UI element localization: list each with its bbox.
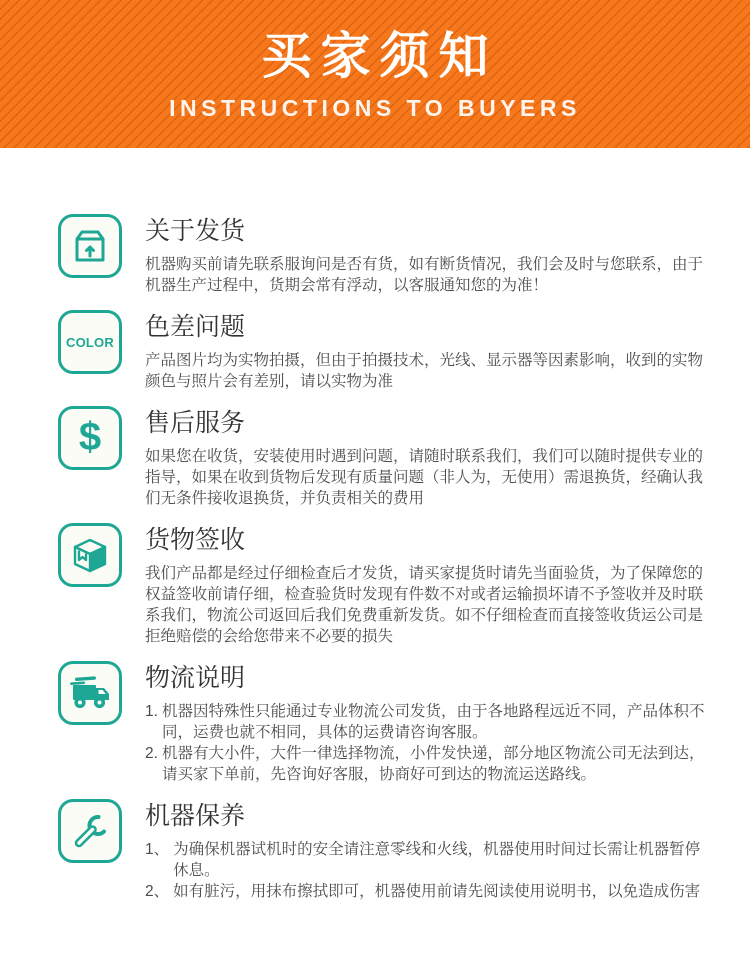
page-subtitle: INSTRUCTIONS TO BUYERS	[169, 94, 581, 121]
section-title: 色差问题	[145, 313, 246, 341]
list-marker: 2、	[145, 883, 170, 900]
section-title: 物流说明	[145, 664, 246, 692]
package-icon	[58, 214, 122, 278]
list-item	[145, 881, 710, 902]
section-maintenance	[58, 799, 710, 902]
section-body: 产品图片均为实物拍摄，但由于拍摄技术，光线、显示器等因素影响，收到的实物颜色与照片会有差别，请以实物为准	[145, 352, 704, 390]
color-swatch-icon	[58, 310, 122, 374]
header-banner	[0, 0, 750, 148]
section-goods-receipt	[58, 523, 710, 647]
list-item	[145, 701, 710, 743]
dollar-icon	[58, 406, 122, 470]
section-logistics	[58, 661, 710, 785]
parcel-cube-icon	[58, 523, 122, 587]
section-title: 售后服务	[145, 409, 246, 437]
page-title: 买家须知	[261, 27, 498, 84]
dollar-icon-glyph: $	[78, 415, 102, 459]
section-body: 如果您在收货，安装使用时遇到问题，请随时联系我们，我们可以随时提供专业的指导，如果在收到货物后发现有质量问题（非人为，无使用）需退换货，经确认我们无条件接收退换货，并负责相关的费用	[145, 448, 704, 507]
list-text: 机器有大小件，大件一律选择物流，小件发快递，部分地区物流公司无法到达，请买家下单前，先咨询好客服，协商好可到达的物流运送路线。	[161, 745, 705, 783]
list-item	[145, 839, 710, 881]
section-list	[145, 839, 710, 902]
section-list	[145, 701, 710, 785]
notice-content	[0, 148, 750, 902]
section-color-difference	[58, 310, 710, 392]
wrench-icon	[58, 799, 122, 863]
section-after-sales	[58, 406, 710, 509]
list-item	[145, 743, 710, 785]
section-title: 货物签收	[145, 526, 246, 554]
section-title: 关于发货	[145, 217, 246, 245]
list-marker: 2.	[145, 745, 158, 762]
section-body: 机器购买前请先联系服询问是否有货，如有断货情况，我们会及时与您联系，由于机器生产过程中，货期会常有浮动，以客服通知您的为准！	[145, 256, 704, 294]
section-shipping	[58, 214, 710, 296]
list-text: 为确保机器试机时的安全请注意零线和火线，机器使用时间过长需让机器暂停休息。	[173, 841, 701, 879]
color-icon-label: COLOR	[66, 334, 114, 350]
truck-icon	[58, 661, 122, 725]
list-marker: 1、	[145, 841, 170, 858]
list-text: 如有脏污，用抹布擦拭即可，机器使用前请先阅读使用说明书，以免造成伤害	[173, 883, 701, 900]
list-text: 机器因特殊性只能通过专业物流公司发货，由于各地路程远近不同，产品体积不同，运费也就不相同，具体的运费请咨询客服。	[161, 703, 705, 741]
section-body: 我们产品都是经过仔细检查后才发货，请买家提货时请先当面验货，为了保障您的权益签收前请仔细，检查验货时发现有件数不对或者运输损坏请不予签收并及时联系我们，物流公司返回后我们免费重新发货。如不仔细检查而直接签收货运公司是拒绝赔偿的会给您带来不必要的损失	[145, 565, 704, 645]
section-title: 机器保养	[145, 802, 246, 830]
list-marker: 1.	[145, 703, 158, 720]
